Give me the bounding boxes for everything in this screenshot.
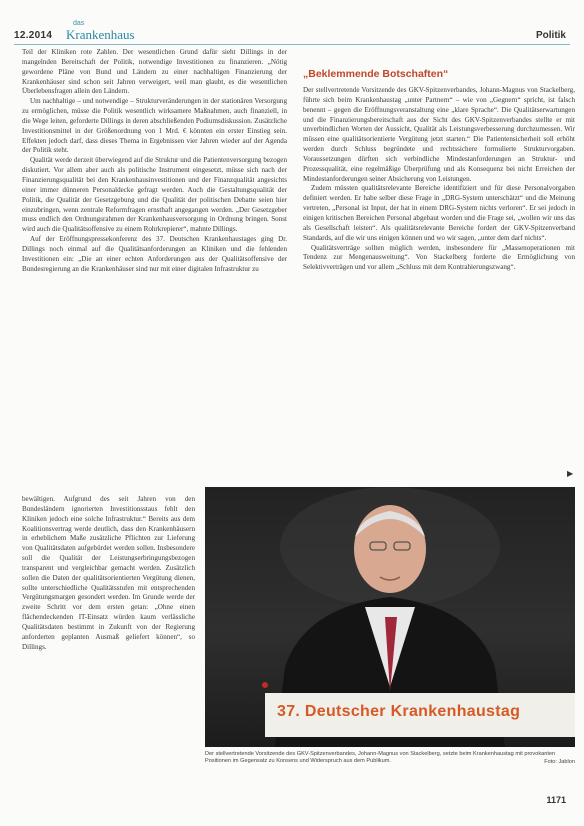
logo-wordmark: Krankenhaus (66, 27, 135, 42)
page-number: 1171 (546, 795, 566, 805)
body-paragraph: Teil der Kliniken rote Zahlen. Der wesentlichen Grund dafür sieht Dillings in der mangelnden Bereitschaft der Politik, notwendige Investitionen zu finanzieren. „Nötig gewordene Pläne von Bund und Ländern zu einer nachhaltigen Finanzierung der Krankenhäuser sind schon seit Jahren verweigert, weil man glaubt, es die wesentlichen Überlebensfragen allein den Ländern. (22, 48, 287, 96)
logo-small-text: das (73, 20, 85, 27)
body-paragraph: Qualitätsverträge sollten möglich werden, insbesondere für „Massenoperationen mit Tendenz zur Mengenausweitung“. Von Stackelberg forderte die Ermöglichung von Selektivverträgen und vor allem „Schluss mit dem Kontrahierungszwang“. (303, 243, 575, 272)
photo-caption (205, 751, 575, 766)
magazine-logo (66, 20, 156, 42)
caption-text: Der stellvertretende Vorsitzende des GKV-Spitzenverbandes, Johann-Magnus von Stackelberg, setzte beim Krankenhaustag mit provokanten Positionen im Gegensatz zu Konsens und Widerspruch aus dem Publikum. (205, 751, 556, 765)
body-paragraph: bewältigen. Aufgrund des seit Jahren von den Bundesländern ignorierten Investitionsstaus fehlt den Kliniken jedoch eine solche Infrastruktur.“ Bereits aus dem Koalitionsvertrag werde deutlich, dass den Krankenhäusern in erheblichem Maße zusätzliche Pflichten zur Lieferung von Qualitätsdaten aufgebürdet werden sollen. Insbesondere soll die Qualität der Leistungserbringungsbezogen transparent und vergleichbar gemacht werden. Zusätzlich sollen die Daten der qualitätsorientierten Vergütung dienen, sollte unterschiedliche Qualitätsstufen mit entsprechenden Vergütungsmargen gesondert werden. Im Grunde werde der zweite Schritt vor dem ersten getan: „Ohne einen flächendeckenden IT-Einsatz würden kaum verlässliche Qualitätsdaten bestimmt in Zukunft von der Regierung anforderten geplanten Ausmaß geliefert können“, so Dillings. (22, 495, 195, 651)
right-column (303, 86, 575, 273)
body-paragraph: Der stellvertretende Vorsitzende des GKV-Spitzenverbandes, Johann-Magnus von Stackelberg, führte sich beim Krankenhaustag „unter Partnern“ – wie von „Gegnern“ spricht, ist falsch benennt – gegen die Eröffnungsveranstaltung eine „klare Sprache“. Die Qualitätserwartungen und die Finanzierungsbereitschaft aus der Sicht des GKV-Spitzenverbandes stellte er mit unverbindlichen Worten der Aussicht, Qualität als Leistungsverbesserung durchzumessen. Wir müssen eine qualitätsorientierte Vergütung jetzt starten.“ Die Patientensicherheit soll erhöht werden durch Schluss begründete und rechtssichere formulierte Strukturvorgaben. Voraussetzungen dürften sich verbindliche Mindestanforderungen an Struktur- und Prozessqualität, eine regelmäßige Überprüfung und als Konsequenz bei nicht Erreichen der Mindestanforderungen seiner Absicherung von Leistungen. (303, 86, 575, 183)
body-paragraph: Qualität werde derzeit überwiegend auf die Struktur und die Patientenversorgung bezogen diskutiert. Vor allem aber auch als politische Instrument eingesetzt, müsse sich nach der Finanzierungsqualität bei den Krankenhausinvestitionen und der Finanzqualität angesichts einer immer dünneren Personaldecke gefragt werden. Auch die Gestaltungsqualität der Politik, die Qualität der Gesetzgebung und die Qualität der politischen Debatte seien hier einzubringen, wenn zentrale Reformfragen ernsthaft angegangen werden. „Der Gesetzgeber muss endlich den Ordnungsrahmen der Krankenhausversorgung in Ordnung bringen. Sonst wird auch die Qualitätsoffensive zu einem Rohrkrepierer“, mahnte Dillings. (22, 156, 287, 234)
photo-credit: Foto: Jablon (544, 759, 575, 766)
banner-text: 37. Deutscher Krankenhaustag (277, 703, 521, 720)
speaker-photo (205, 487, 575, 747)
body-paragraph: Zudem müssten qualitätsrelevante Bereiche identifiziert und für diese Personalvorgaben definiert werden. Er habe selber diese Frage in „DRG-System unterschätzt“ und die Meinung vertreten, „Personal ist Input, der hat in einem DRG-System nichts verloren“. Er sei jedoch in einigen kritischen Bereichen Personal abgebaut worden und die Frage sei, „wollen wir uns das als Gesellschaft leisten“. Als qualitätsrelevante Bereiche fordert der GKV-Spitzenverband Standards, auf die wir uns einigen können und wo wir sagen, „unter dem darf nichts“. (303, 184, 575, 242)
congress-banner (265, 693, 575, 737)
left-column-top (22, 48, 287, 274)
subheading: „Beklemmende Botschaften“ (303, 68, 449, 80)
issue-date: 12.2014 (14, 30, 53, 41)
section-label: Politik (535, 30, 566, 41)
continue-arrow-icon: ▶ (567, 469, 574, 478)
header-divider (14, 44, 570, 45)
body-paragraph: Auf der Eröffnungspressekonferenz des 37. Deutschen Krankenhaustages ging Dr. Dillings noch einmal auf die Qualitätsanforderungen an Kliniken und die fehlenden Investitionen ein: „Die an einer echten Anforderungen aus der Qualitätsoffensive der Bundesregierung an die Krankenhäuser sind nur mit einer digitalen Infrastruktur zu (22, 235, 287, 273)
left-column-bottom (22, 495, 195, 653)
body-paragraph: Um nachhaltige – und notwendige – Strukturveränderungen in der stationären Versorgung zu ermöglichen, müsse die Politik wesentlich wirksamere Maßnahmen, auch finanziell, in die Wege leiten, geforderte Dillings in deren abschließenden Podiumsdiskussion. Zusätzliche Investitionsmittel in der Größenordnung von 1 Mrd. € könnten ein erster Einstieg sein. Effekten jedoch darf, dass dieses Thema in Ergebnissen vier Jahren wieder auf der Agenda der Politik steht. (22, 97, 287, 155)
